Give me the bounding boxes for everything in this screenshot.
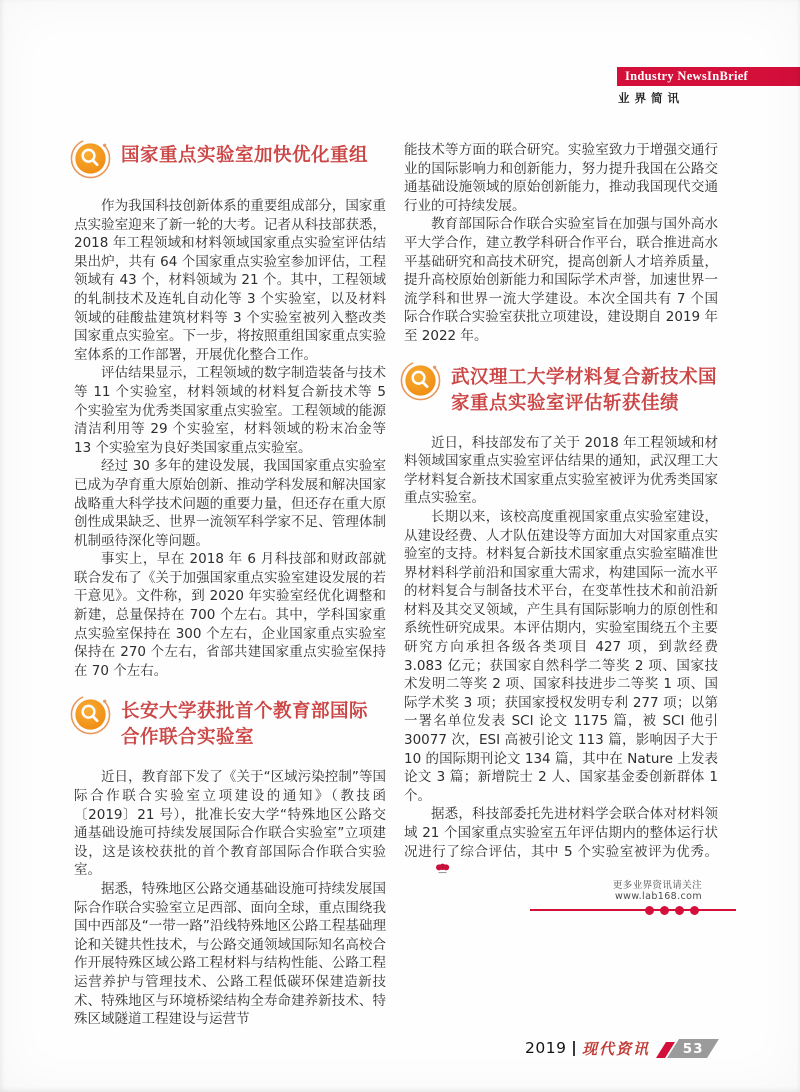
note-dot xyxy=(645,906,654,915)
magnifier-icon xyxy=(69,137,112,180)
page-number: 53 xyxy=(682,1040,704,1056)
column-right xyxy=(404,141,718,880)
article3-paragraph-3-text: 据悉，科技部委托先进材料学会联合体对材料领域 21 个国家重点实验室五年评估期内的整体运行状况进行了综合评估，其中 5 个实验室被评为优秀。 xyxy=(404,806,718,860)
footer-divider xyxy=(573,1041,575,1056)
article1-paragraph-1: 作为我国科技创新体系的重要组成部分，国家重点实验室迎来了新一轮的大考。记者从科技部获悉，2018 年工程领域和材料领域国家重点实验室评估结果出炉，共有 64 个国家重点实验室参加评估，工程领域有 43 个，材料领域为 21 个。其中，工程领域的轧制技术及连轧自动化等 3 个实验室，以及材料领域的硅酸盐建筑材料等 3 个实验室被列入整改类国家重点实验室。下一步，将按照重组国家重点实验室体系的工作部署，开展优化整合工作。 xyxy=(74,198,386,363)
article3-title: 武汉理工大学材料复合新技术国家重点实验室评估斩获佳绩 xyxy=(451,366,718,414)
section-banner-title: Industry NewsInBrief xyxy=(625,69,749,83)
article-end-icon xyxy=(408,861,450,880)
magnifier-icon xyxy=(69,693,112,736)
article1-paragraph-3: 经过 30 多年的建设发展，我国国家重点实验室已成为孕育重大原始创新、推动学科发展和解决国家战略重大科学技术问题的重要力量，但还存在重大原创性成果缺乏、世界一流领军科学家不足、管理体制机制亟待深化等问题。 xyxy=(74,458,386,549)
article2-paragraph-2-left: 据悉，特殊地区公路交通基础设施可持续发展国际合作联合实验室立足西部、面向全球，重点围绕我国中西部及“一带一路”沿线特殊地区公路工程基础理论和关键共性技术，与公路交通领域国际知名高校合作开展特殊区域公路工程材料与结构性能、公路工程运营养护与管理技术、公路工程低碳环保建造新技术、特殊地区与环境桥梁结构全寿命建养新技术、特殊区域隧道工程建设与运营节 xyxy=(74,881,386,1028)
article1-paragraph-4: 事实上，早在 2018 年 6 月科技部和财政部就联合发布了《关于加强国家重点实验室建设发展的若干意见》。文件称，到 2020 年实验室经优化调整和新建，总量保持在 700 个左右。其中，学科国家重点实验室保持在 300 个左右，企业国家重点实验室保持在 270 个左右，省部共建国家重点实验室保持在 70 个左右。 xyxy=(74,551,386,679)
article2-title: 长安大学获批首个教育部国际合作联合实验室 xyxy=(121,701,369,749)
article1-header xyxy=(74,141,386,180)
note-dot xyxy=(660,906,669,915)
article1-paragraph-2: 评估结果显示，工程领域的数字制造装备与技术等 11 个实验室，材料领域的材料复合新技术等 5 个实验室为优秀类国家重点实验室。工程领域的能源清洁利用等 29 个实验室，材料领域的粉末冶金等 13 个实验室为良好类国家重点实验室。 xyxy=(74,365,386,456)
page-number-tag xyxy=(660,1039,712,1058)
more-info-note xyxy=(530,877,736,911)
article1-title: 国家重点实验室加快优化重组 xyxy=(121,145,369,166)
article3-header xyxy=(404,363,718,417)
magnifier-icon xyxy=(399,359,442,402)
article2-header xyxy=(74,697,386,751)
footer-magazine-name: 现代资讯 xyxy=(581,1039,650,1058)
article2-paragraph-3: 教育部国际合作联合实验室旨在加强与国外高水平大学合作，建立教学科研合作平台，联合推进高水平基础研究和高技术研究，提高创新人才培养质量，提升高校原始创新能力和国际学术声誉，加速世界一流学科和世界一流大学建设。本次全国共有 7 个国际合作联合实验室获批立项建设，建设期自 2019 年至 2022 年。 xyxy=(404,216,718,344)
article3-paragraph-2: 长期以来，该校高度重视国家重点实验室建设，从建设经费、人才队伍建设等方面加大对国家重点实验室的支持。材料复合新技术国家重点实验室瞄准世界材料科学前沿和国家重大需求，构建国际一流水平的材料复合与制备技术平台，在变革性技术和前沿新材料及其交叉领域，产生具有国际影响力的原创性和系统性研究成果。本评估期内，实验室围绕五个主要研究方向承担各级各类项目 427 项，到款经费 3.083 亿元；获国家自然科学二等奖 2 项、国家技术发明二等奖 2 项、国家科技进步二等奖 1 项、国际学术奖 3 项；获国家授权发明专利 277 项；以第一署名单位发表 SCI 论文 1175 篇，被 SCI 他引 30077 次，ESI 高被引论文 113 篇，影响因子大于 10 的国际期刊论文 134 篇，其中在 Nature 上发表论文 3 篇；新增院士 2 人、国家基金委创新群体 1 个。 xyxy=(404,508,718,804)
page-footer xyxy=(0,1037,712,1059)
article3-paragraph-3 xyxy=(404,805,718,879)
article2-paragraph-1: 近日，教育部下发了《关于“区域污染控制”等国际合作联合实验室立项建设的通知》（教技函〔2019〕21 号），批准长安大学“特殊地区公路交通基础设施可持续发展国际合作联合实验室”立项建设，这是该校获批的首个教育部国际合作联合实验室。 xyxy=(74,769,386,879)
note-rule xyxy=(530,909,736,911)
section-banner-subtitle: 业界简讯 xyxy=(618,91,684,105)
footer-year: 2019 xyxy=(525,1039,567,1057)
article3-paragraph-1: 近日，科技部发布了关于 2018 年工程领域和材料领域国家重点实验室评估结果的通知，武汉理工大学材料复合新技术国家重点实验室被评为优秀类国家重点实验室。 xyxy=(404,434,718,507)
section-banner xyxy=(617,67,800,86)
note-dot xyxy=(690,906,699,915)
column-left xyxy=(74,141,386,1029)
article2-paragraph-2-continued: 能技术等方面的联合研究。实验室致力于增强交通行业的国际影响力和创新能力，努力提升我国在公路交通基础设施领域的原始创新能力，推动我国现代交通行业的可持续发展。 xyxy=(404,142,718,214)
more-info-text: 更多业界资讯请关注 www.lab168.com xyxy=(612,880,702,902)
note-dot xyxy=(675,906,684,915)
